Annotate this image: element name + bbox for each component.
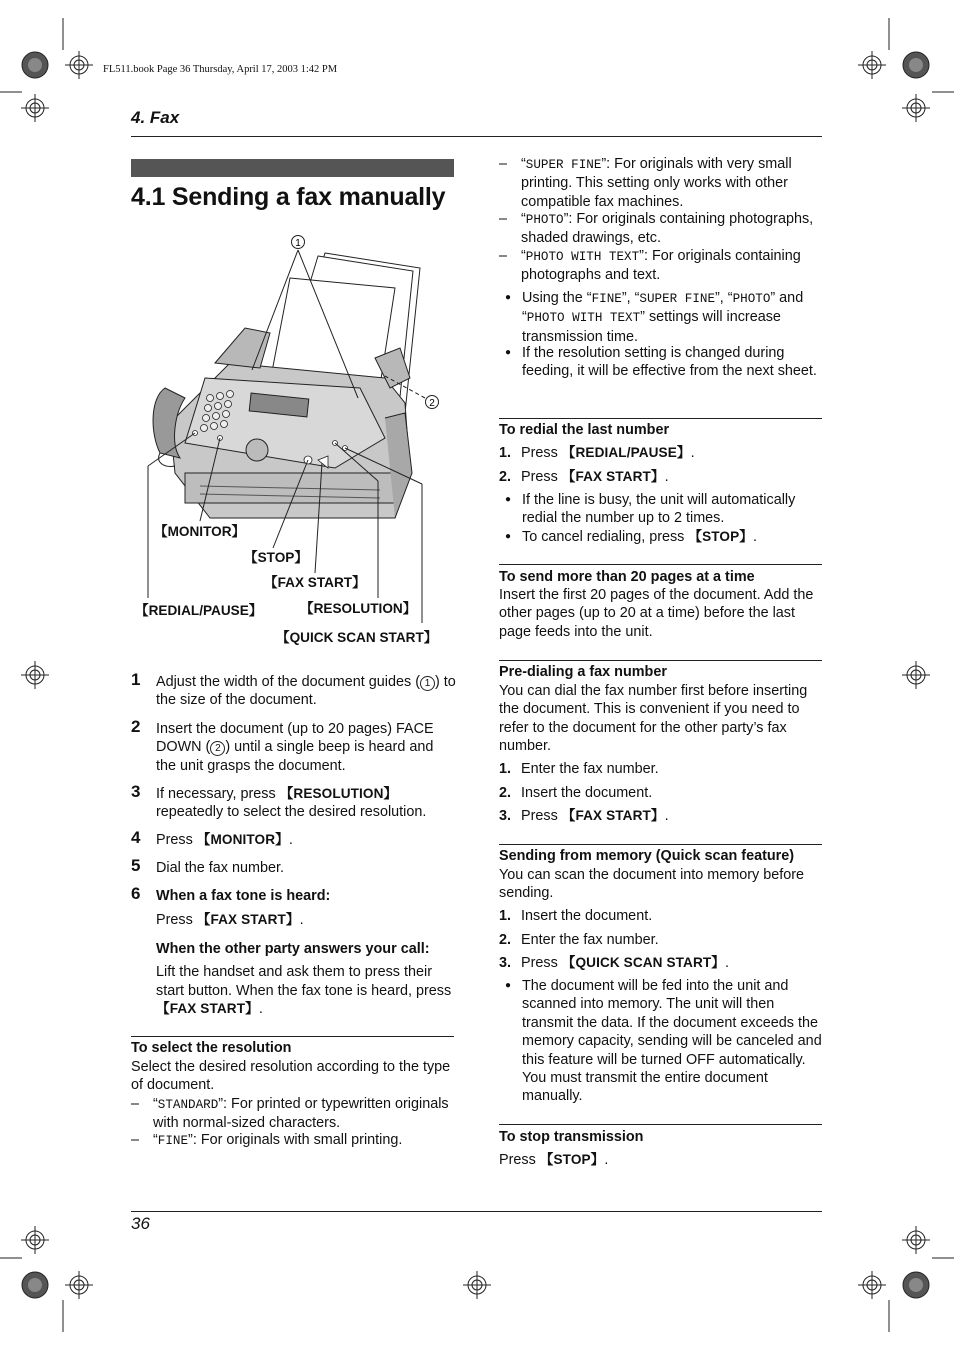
section-rule <box>499 844 822 845</box>
footer-rule <box>131 1211 822 1212</box>
marker-1-glyph: 1 <box>420 676 435 691</box>
memory-body: You can scan the document into memory before sending. <box>499 867 805 902</box>
redial-step-2: 2. Press 【FAX START】. <box>499 469 669 485</box>
step-3 <box>131 782 456 822</box>
step-number: 2 <box>131 717 141 736</box>
step-number: 4 <box>131 828 141 847</box>
stop-heading: To stop transmission <box>499 1129 644 1145</box>
predial-heading: Pre-dialing a fax number <box>499 664 667 680</box>
predial-body: You can dial the fax number first before inserting the document. This is convenient if you need to refer to the document for the other party’s fax number. <box>499 683 808 755</box>
memory-step-1: 1. Insert the document. <box>499 908 653 924</box>
resolution-item-photo-with-text: – “PHOTO WITH TEXT”: For originals containing photographs and text. <box>499 248 801 284</box>
memory-note: ● The document will be fed into the unit and scanned into memory. The unit will then transmit the data. If the document exceeds the memory capacity, sending will be canceled and this feature will be turned OFF automatically. You must transmit the entire document manually. <box>505 978 822 1105</box>
step-number: 5 <box>131 856 141 875</box>
step-6-other-heading: When the other party answers your call: <box>156 940 430 957</box>
resolution-item-fine: – “FINE”: For originals with small printing. <box>131 1132 403 1148</box>
step-2 <box>131 717 456 775</box>
step-number: 1 <box>131 670 141 689</box>
resolution-intro: Select the desired resolution according to the type of document. <box>131 1059 451 1094</box>
predial-step-1: 1. Enter the fax number. <box>499 761 659 777</box>
key-fax-start: 【FAX START】 <box>561 808 665 823</box>
key-redial-pause: 【REDIAL/PAUSE】 <box>561 445 691 460</box>
step-6-other-text: Lift the handset and ask them to press their start button. When the fax tone is heard, press 【FAX START】. <box>156 964 452 1018</box>
redial-note-busy: ● If the line is busy, the unit will automatically redial the number up to 2 times. <box>505 492 796 527</box>
redial-heading: To redial the last number <box>499 422 670 438</box>
key-fax-start: 【FAX START】 <box>561 469 665 484</box>
step-number: 3 <box>131 782 141 801</box>
redial-step-1: 1. Press 【REDIAL/PAUSE】. <box>499 445 695 461</box>
key-monitor: 【MONITOR】 <box>196 832 289 847</box>
stop-body: Press 【STOP】. <box>499 1152 609 1168</box>
redial-note-cancel: ● To cancel redialing, press 【STOP】. <box>505 529 757 545</box>
step-1 <box>131 670 456 710</box>
callout-monitor: 【MONITOR】 <box>154 524 246 539</box>
memory-step-3: 3. Press 【QUICK SCAN START】. <box>499 955 729 971</box>
step-6-heading: When a fax tone is heard: <box>156 888 331 904</box>
step-text: Dial the fax number. <box>156 860 284 876</box>
section-rule <box>499 660 822 661</box>
marker-2-glyph: 2 <box>210 741 225 756</box>
memory-step-2: 2. Enter the fax number. <box>499 932 659 948</box>
step-5 <box>131 856 456 877</box>
step-text: Adjust the width of the document guides ( 1 ) to the size of the document. <box>156 674 456 709</box>
step-text: Press 【MONITOR】. <box>156 832 293 848</box>
resolution-note-change: ● If the resolution setting is changed during feeding, it will be effective from the next sheet. <box>505 345 817 380</box>
step-text: When a fax tone is heard: Press 【FAX START】. When the other party answers your call: Lift the handset and ask them to press their start button. When the fax tone is heard, press 【FAX START】. <box>156 887 456 1018</box>
step-6 <box>131 884 456 1018</box>
page-title: 4.1 Sending a fax manually <box>131 183 446 211</box>
key-resolution: 【RESOLUTION】 <box>279 786 398 801</box>
svg-text:1: 1 <box>295 238 301 249</box>
title-bar <box>131 159 454 177</box>
print-header: FL511.book Page 36 Thursday, April 17, 2003 1:42 PM <box>103 64 338 75</box>
predial-step-2: 2. Insert the document. <box>499 785 653 801</box>
step-4 <box>131 828 456 849</box>
memory-heading: Sending from memory (Quick scan feature) <box>499 848 795 864</box>
resolution-item-standard: – “STANDARD”: For printed or typewritten originals with normal-sized characters. <box>131 1096 449 1132</box>
key-stop: 【STOP】 <box>688 529 753 544</box>
callout-redial-pause: 【REDIAL/PAUSE】 <box>135 603 263 618</box>
section-rule <box>499 1124 822 1125</box>
key-quick-scan-start: 【QUICK SCAN START】 <box>561 955 725 970</box>
predial-step-3: 3. Press 【FAX START】. <box>499 808 669 824</box>
section-rule <box>131 1036 454 1037</box>
key-fax-start: 【FAX START】 <box>196 912 300 928</box>
resolution-item-photo: – “PHOTO”: For originals containing photographs, shaded drawings, etc. <box>499 211 814 247</box>
callout-resolution: 【RESOLUTION】 <box>300 601 417 616</box>
step-number: 6 <box>131 884 141 903</box>
resolution-item-super-fine: – “SUPER FINE”: For originals with very small printing. This setting only works with other compatible fax machines. <box>499 156 792 210</box>
header-rule <box>131 136 822 137</box>
chapter-heading: 4. Fax <box>131 108 180 127</box>
callout-stop: 【STOP】 <box>244 550 308 565</box>
section-rule <box>499 564 822 565</box>
svg-text:2: 2 <box>429 398 435 409</box>
page-number: 36 <box>131 1214 150 1233</box>
key-stop: 【STOP】 <box>539 1152 605 1167</box>
step-text: Insert the document (up to 20 pages) FACE DOWN ( 2 ) until a single beep is heard and the unit grasps the document. <box>156 721 434 774</box>
callout-quick-scan-start: 【QUICK SCAN START】 <box>276 630 438 645</box>
callout-fax-start: 【FAX START】 <box>264 575 366 590</box>
step-text: If necessary, press 【RESOLUTION】 repeatedly to select the desired resolution. <box>156 786 427 821</box>
more-pages-body: Insert the first 20 pages of the document. Add the other pages (up to 20 at a time) before the last page feeds into the unit. <box>499 587 814 640</box>
key-fax-start: 【FAX START】 <box>156 1001 259 1017</box>
section-rule <box>499 418 822 419</box>
more-pages-heading: To send more than 20 pages at a time <box>499 569 755 585</box>
resolution-note-time: ● Using the “FINE”, “SUPER FINE”, “PHOTO” and “PHOTO WITH TEXT” settings will increase transmission time. <box>505 290 804 345</box>
resolution-heading: To select the resolution <box>131 1040 292 1056</box>
